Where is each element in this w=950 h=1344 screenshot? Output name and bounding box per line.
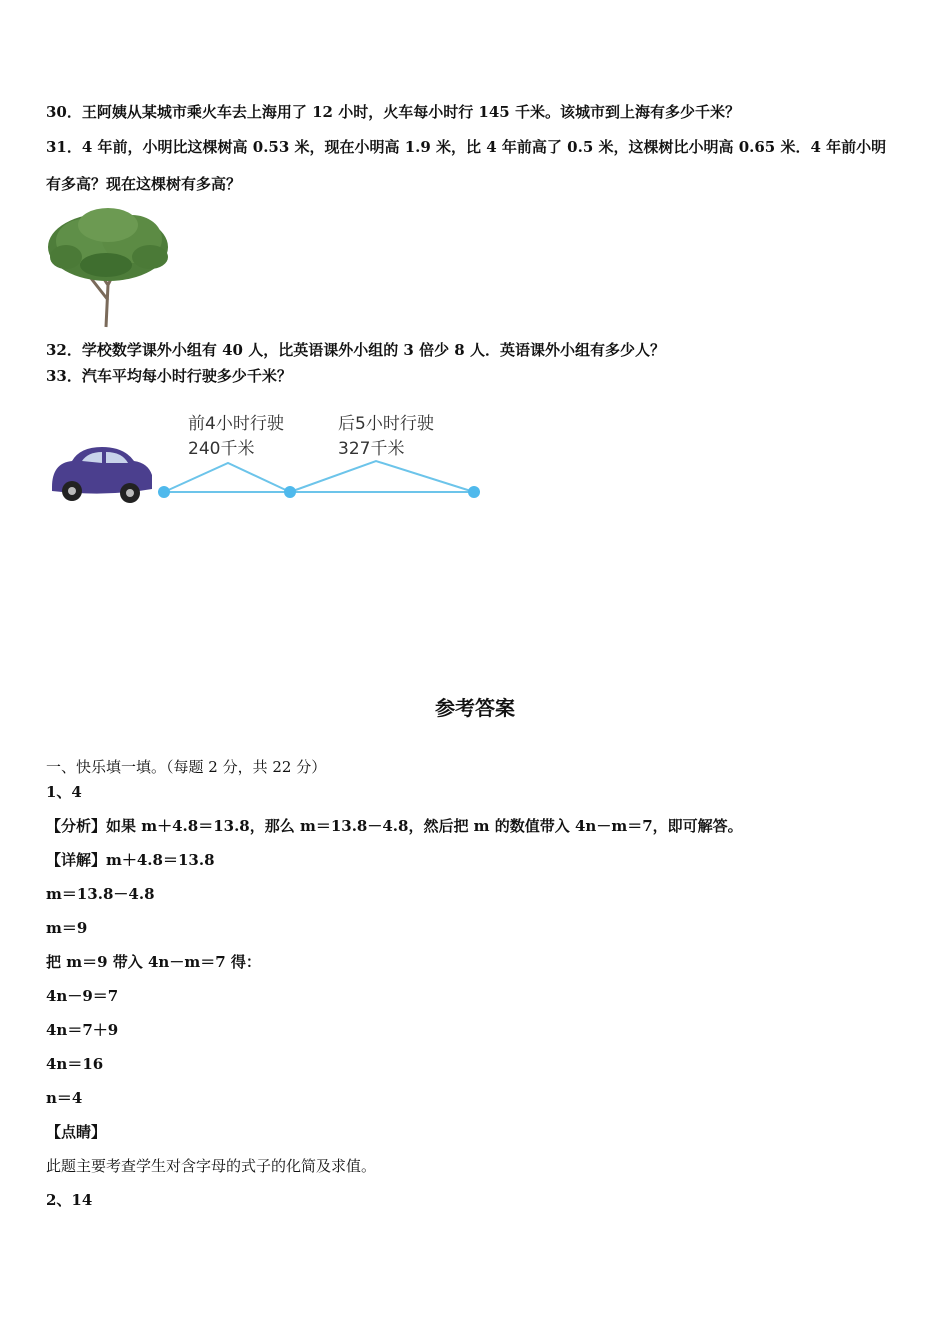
answers-title: 参考答案 xyxy=(435,696,515,720)
question-33: 33．汽车平均每小时行驶多少千米？ xyxy=(46,367,292,385)
step-5: 4n＝7＋9 xyxy=(46,1021,119,1039)
step-4: 4n－9＝7 xyxy=(46,987,119,1005)
answer-2: 2、14 xyxy=(46,1191,93,1209)
end-point xyxy=(468,486,480,498)
step-1: m＝13.8－4.8 xyxy=(46,885,155,903)
question-31-line2: 有多高？现在这棵树有多高？ xyxy=(46,175,242,193)
label-first-distance: 240千米 xyxy=(188,439,255,459)
section-heading: 一、快乐填一填。（每题 2 分，共 22 分） xyxy=(46,758,327,776)
question-31-line1: 31．4 年前，小明比这棵树高 0.53 米，现在小明高 1.9 米，比 4 年前高了 0.5 米，这棵树比小明高 0.65 米．4 年前小明 xyxy=(46,138,887,156)
brace-second xyxy=(290,461,474,492)
start-point xyxy=(158,486,170,498)
point-text: 此题主要考查学生对含字母的式子的化简及求值。 xyxy=(46,1157,377,1175)
step-7: n＝4 xyxy=(46,1089,83,1107)
point-label: 【点睛】 xyxy=(46,1123,107,1141)
step-6: 4n＝16 xyxy=(46,1055,104,1073)
analysis: 【分析】如果 m＋4.8＝13.8，那么 m＝13.8－4.8，然后把 m 的数值带入 4n－m＝7，即可解答。 xyxy=(46,817,743,835)
question-32: 32．学校数学课外小组有 40 人，比英语课外小组的 3 倍少 8 人．英语课外小组有多少人？ xyxy=(46,341,665,359)
label-first-time: 前4小时行驶 xyxy=(188,414,284,434)
middle-point xyxy=(284,486,296,498)
answer-1: 1、4 xyxy=(46,783,82,801)
step-3: 把 m＝9 带入 4n－m＝7 得： xyxy=(46,953,261,971)
tree-illustration xyxy=(46,205,176,330)
label-second-time: 后5小时行驶 xyxy=(338,414,434,434)
question-30: 30．王阿姨从某城市乘火车去上海用了 12 小时，火车每小时行 145 千米。该城市到上海有多少千米？ xyxy=(46,103,740,121)
detail: 【详解】m＋4.8＝13.8 xyxy=(46,851,215,869)
journey-diagram xyxy=(46,405,486,515)
label-second-distance: 327千米 xyxy=(338,439,405,459)
step-2: m＝9 xyxy=(46,919,88,937)
car-icon xyxy=(52,447,152,503)
brace-first xyxy=(164,463,290,492)
